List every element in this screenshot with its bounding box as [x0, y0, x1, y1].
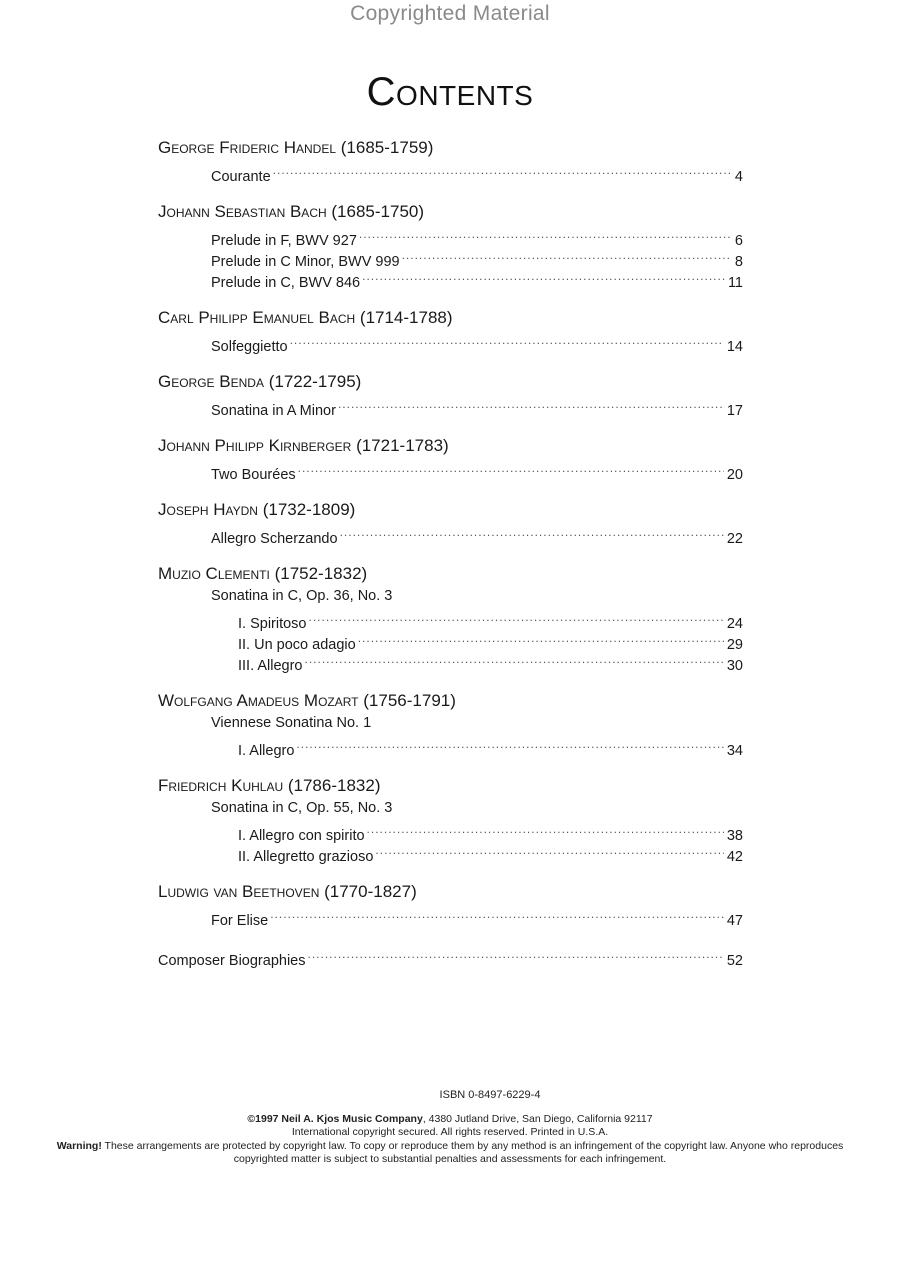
isbn: ISBN 0-8497-6229-4	[439, 1089, 541, 1101]
composer-name: Johann Philipp Kirnberger	[158, 436, 352, 455]
composer-heading	[158, 498, 743, 522]
entry-title: Allegro Scherzando	[211, 531, 338, 547]
footer	[0, 1089, 900, 1167]
toc-entry	[158, 522, 743, 547]
composer-section	[158, 434, 743, 483]
entry-title: Prelude in F, BWV 927	[211, 233, 357, 249]
entry-title: Composer Biographies	[158, 953, 306, 969]
dot-leader	[290, 330, 724, 351]
toc-entry	[158, 394, 743, 419]
composer-name: Wolfgang Amadeus Mozart	[158, 691, 359, 710]
composer-section	[158, 774, 743, 865]
dot-leader	[367, 819, 724, 840]
composer-heading	[158, 370, 743, 394]
composer-section	[158, 689, 743, 759]
composer-heading	[158, 689, 743, 713]
dot-leader	[304, 649, 723, 670]
composer-dates: (1685-1750)	[331, 202, 425, 221]
dot-leader	[270, 904, 724, 925]
toc-entry	[158, 607, 743, 632]
entry-page-number: 30	[726, 658, 743, 674]
work-title: Viennese Sonatina No. 1	[211, 715, 372, 731]
entry-page-number: 42	[726, 849, 743, 865]
composer-name: George Benda	[158, 372, 264, 391]
warning-text: These arrangements are protected by copyright law. To copy or reproduce them by any method is an infringement of the copyright law. Anyone who reproduces copyrighted matter is subject to substantial penalties and assessments for each infringement.	[101, 1139, 844, 1165]
composer-dates: (1756-1791)	[363, 691, 456, 710]
toc-entry	[158, 944, 743, 969]
entry-page-number: 29	[726, 637, 743, 653]
composer-heading	[158, 200, 743, 224]
entry-title: Two Bourées	[211, 467, 296, 483]
dot-leader	[402, 245, 732, 266]
composer-heading	[158, 880, 743, 904]
publisher-address: , 4380 Jutland Drive, San Diego, California 92117	[422, 1112, 653, 1125]
entry-page-number: 24	[726, 616, 743, 632]
dot-leader	[358, 628, 724, 649]
entry-page-number: 20	[726, 467, 743, 483]
work-title: Sonatina in C, Op. 36, No. 3	[211, 588, 393, 604]
entry-title: II. Allegretto grazioso	[238, 849, 374, 865]
composer-section	[158, 498, 743, 547]
composer-dates: (1714-1788)	[359, 308, 453, 327]
composer-dates: (1722-1795)	[268, 372, 362, 391]
composer-heading	[158, 562, 743, 586]
composer-section	[158, 370, 743, 419]
entry-title: Prelude in C, BWV 846	[211, 275, 361, 291]
dot-leader	[309, 607, 724, 628]
composer-section	[158, 880, 743, 929]
entry-page-number: 47	[726, 913, 743, 929]
entry-page-number: 11	[727, 275, 743, 291]
dot-leader	[340, 522, 724, 543]
composer-heading	[158, 774, 743, 798]
entry-title: Courante	[211, 169, 271, 185]
composer-dates: (1752-1832)	[274, 564, 368, 583]
entry-title: I. Allegro	[238, 743, 295, 759]
composer-dates: (1732-1809)	[262, 500, 356, 519]
work-title: Sonatina in C, Op. 55, No. 3	[211, 800, 393, 816]
entry-title: Sonatina in A Minor	[211, 403, 336, 419]
composer-heading	[158, 434, 743, 458]
composer-name: Carl Philipp Emanuel Bach	[158, 308, 356, 327]
entry-page-number: 22	[726, 531, 743, 547]
composer-name: Muzio Clementi	[158, 564, 270, 583]
page-title	[0, 70, 900, 115]
copyright-holder: ©1997 Neil A. Kjos Music Company	[247, 1112, 423, 1125]
toc-entry	[158, 904, 743, 929]
toc-entry	[158, 224, 743, 249]
entry-page-number: 34	[726, 743, 743, 759]
composer-dates: (1786-1832)	[287, 776, 381, 795]
toc-entry	[158, 330, 743, 355]
toc-entry	[158, 458, 743, 483]
entry-page-number: 6	[734, 233, 743, 249]
composer-name: Joseph Haydn	[158, 500, 258, 519]
biographies-section	[158, 944, 743, 969]
composer-dates: (1685-1759)	[340, 138, 434, 157]
watermark: Copyrighted Material	[350, 2, 550, 25]
toc-entry	[158, 819, 743, 844]
dot-leader	[338, 394, 724, 415]
entry-page-number: 17	[726, 403, 743, 419]
toc-entry	[158, 734, 743, 759]
dot-leader	[308, 944, 724, 965]
toc-entry	[158, 160, 743, 185]
entry-title: Prelude in C Minor, BWV 999	[211, 254, 400, 270]
entry-title: III. Allegro	[238, 658, 303, 674]
dot-leader	[362, 266, 725, 287]
copyright-warning	[55, 1140, 845, 1167]
composer-section	[158, 306, 743, 355]
composer-heading	[158, 306, 743, 330]
entry-page-number: 52	[726, 953, 743, 969]
entry-title: I. Spiritoso	[238, 616, 307, 632]
rights-line: International copyright secured. All rights reserved. Printed in U.S.A.	[291, 1126, 609, 1138]
composer-name: Johann Sebastian Bach	[158, 202, 327, 221]
dot-leader	[296, 734, 723, 755]
warning-label: Warning!	[56, 1139, 102, 1152]
composer-name: Friedrich Kuhlau	[158, 776, 284, 795]
composer-section	[158, 136, 743, 185]
entry-page-number: 14	[726, 339, 743, 355]
composer-name: George Frideric Handel	[158, 138, 337, 157]
copyright-line	[0, 1113, 900, 1127]
dot-leader	[359, 224, 732, 245]
composer-section	[158, 200, 743, 291]
dot-leader	[298, 458, 724, 479]
composer-heading	[158, 136, 743, 160]
composer-dates: (1721-1783)	[356, 436, 449, 455]
dot-leader	[273, 160, 732, 181]
entry-title: For Elise	[211, 913, 269, 929]
entry-title: Solfeggietto	[211, 339, 288, 355]
composer-dates: (1770-1827)	[324, 882, 417, 901]
composer-section	[158, 562, 743, 674]
entry-page-number: 38	[726, 828, 743, 844]
table-of-contents	[158, 136, 743, 969]
entry-page-number: 4	[734, 169, 743, 185]
entry-page-number: 8	[734, 254, 743, 270]
entry-title: I. Allegro con spirito	[238, 828, 365, 844]
entry-title: II. Un poco adagio	[238, 637, 356, 653]
dot-leader	[375, 840, 723, 861]
composer-name: Ludwig van Beethoven	[158, 882, 320, 901]
page-title-text: Contents	[366, 70, 534, 114]
